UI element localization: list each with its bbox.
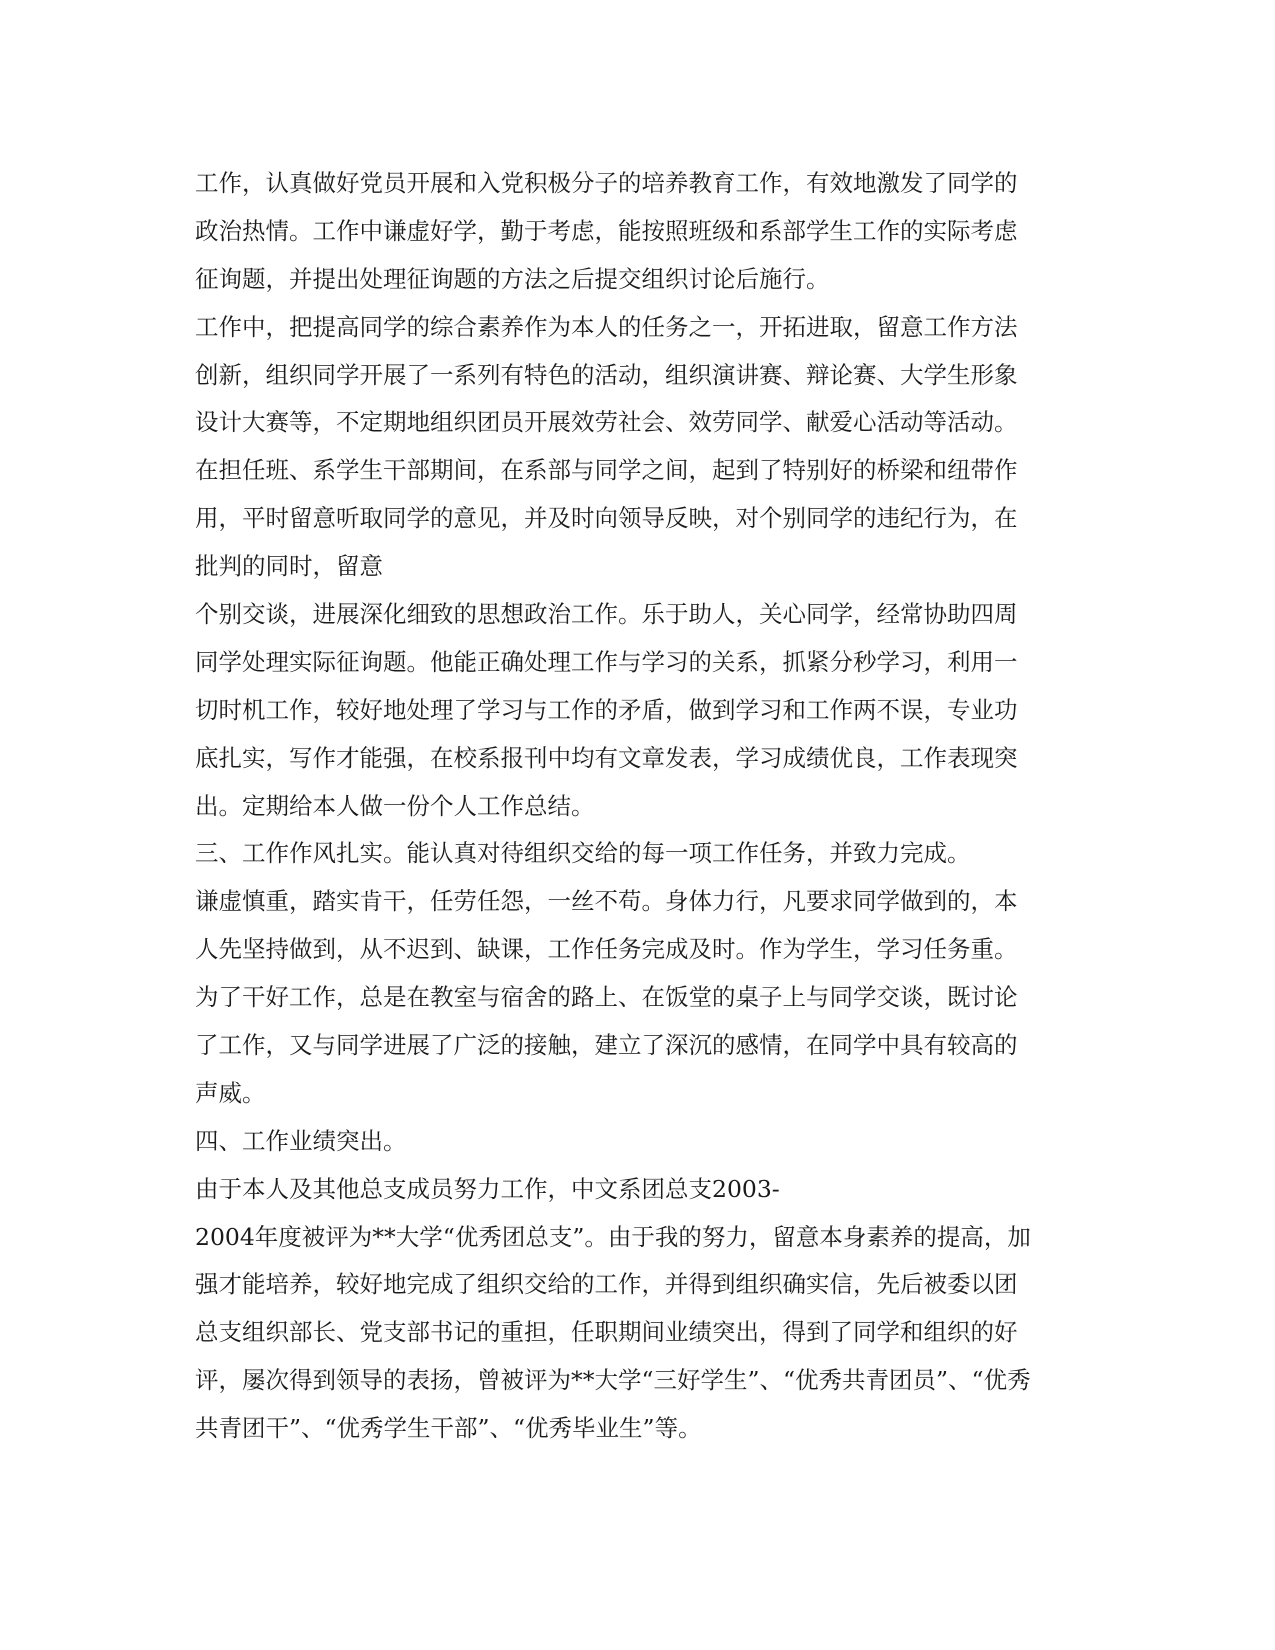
text-line: 批判的同时，留意 <box>195 552 383 581</box>
text-line: 了工作，又与同学进展了广泛的接触，建立了深沉的感情，在同学中具有较高的 <box>195 1031 1018 1060</box>
text-line: 谦虚慎重，踏实肯干，任劳任怨，一丝不苟。身体力行，凡要求同学做到的，本 <box>195 887 1018 916</box>
text-line: 2004年度被评为**大学“优秀团总支”。由于我的努力，留意本身素养的提高，加 <box>195 1222 1031 1251</box>
text-line: 创新，组织同学开展了一系列有特色的活动，组织演讲赛、辩论赛、大学生形象 <box>195 360 1018 389</box>
text-line: 在担任班、系学生干部期间，在系部与同学之间，起到了特别好的桥梁和纽带作 <box>195 456 1018 485</box>
text-line: 出。定期给本人做一份个人工作总结。 <box>195 791 595 820</box>
text-line: 工作中，把提高同学的综合素养作为本人的任务之一，开拓进取，留意工作方法 <box>195 312 1018 341</box>
text-line: 评，屡次得到领导的表扬，曾被评为**大学“三好学生”、“优秀共青团员”、“优秀 <box>195 1366 1031 1395</box>
text-line: 人先坚持做到，从不迟到、缺课，工作任务完成及时。作为学生，学习任务重。 <box>195 935 1018 964</box>
text-line: 个别交谈，进展深化细致的思想政治工作。乐于助人，关心同学，经常协助四周 <box>195 600 1018 629</box>
text-line: 政治热情。工作中谦虚好学，勤于考虑，能按照班级和系部学生工作的实际考虑 <box>195 216 1018 245</box>
text-line: 为了干好工作，总是在教室与宿舍的路上、在饭堂的桌子上与同学交谈，既讨论 <box>195 983 1018 1012</box>
body-text <box>195 160 1085 1453</box>
text-line: 声威。 <box>195 1078 266 1107</box>
text-line: 强才能培养，较好地完成了组织交给的工作，并得到组织确实信，先后被委以团 <box>195 1270 1018 1299</box>
text-line: 工作，认真做好党员开展和入党积极分子的培养教育工作，有效地激发了同学的 <box>195 169 1018 197</box>
text-line: 用，平时留意听取同学的意见，并及时向领导反映，对个别同学的违纪行为，在 <box>195 504 1018 533</box>
section-heading-4: 四、工作业绩突出。 <box>195 1126 407 1155</box>
text-line: 由于本人及其他总支成员努力工作，中文系团总支2003- <box>195 1174 780 1203</box>
section-heading-3: 三、工作作风扎实。能认真对待组织交给的每一项工作任务，并致力完成。 <box>195 839 971 868</box>
text-line: 设计大赛等，不定期地组织团员开展效劳社会、效劳同学、献爱心活动等活动。 <box>195 408 1018 437</box>
text-line: 总支组织部长、党支部书记的重担，任职期间业绩突出，得到了同学和组织的好 <box>195 1318 1018 1347</box>
text-line: 征询题，并提出处理征询题的方法之后提交组织讨论后施行。 <box>195 264 830 293</box>
text-line: 切时机工作，较好地处理了学习与工作的矛盾，做到学习和工作两不误，专业功 <box>195 695 1018 724</box>
text-line: 底扎实，写作才能强，在校系报刊中均有文章发表，学习成绩优良，工作表现突 <box>195 743 1018 772</box>
text-line: 同学处理实际征询题。他能正确处理工作与学习的关系，抓紧分秒学习，利用一 <box>195 647 1018 676</box>
text-line: 共青团干”、“优秀学生干部”、“优秀毕业生”等。 <box>195 1414 702 1443</box>
